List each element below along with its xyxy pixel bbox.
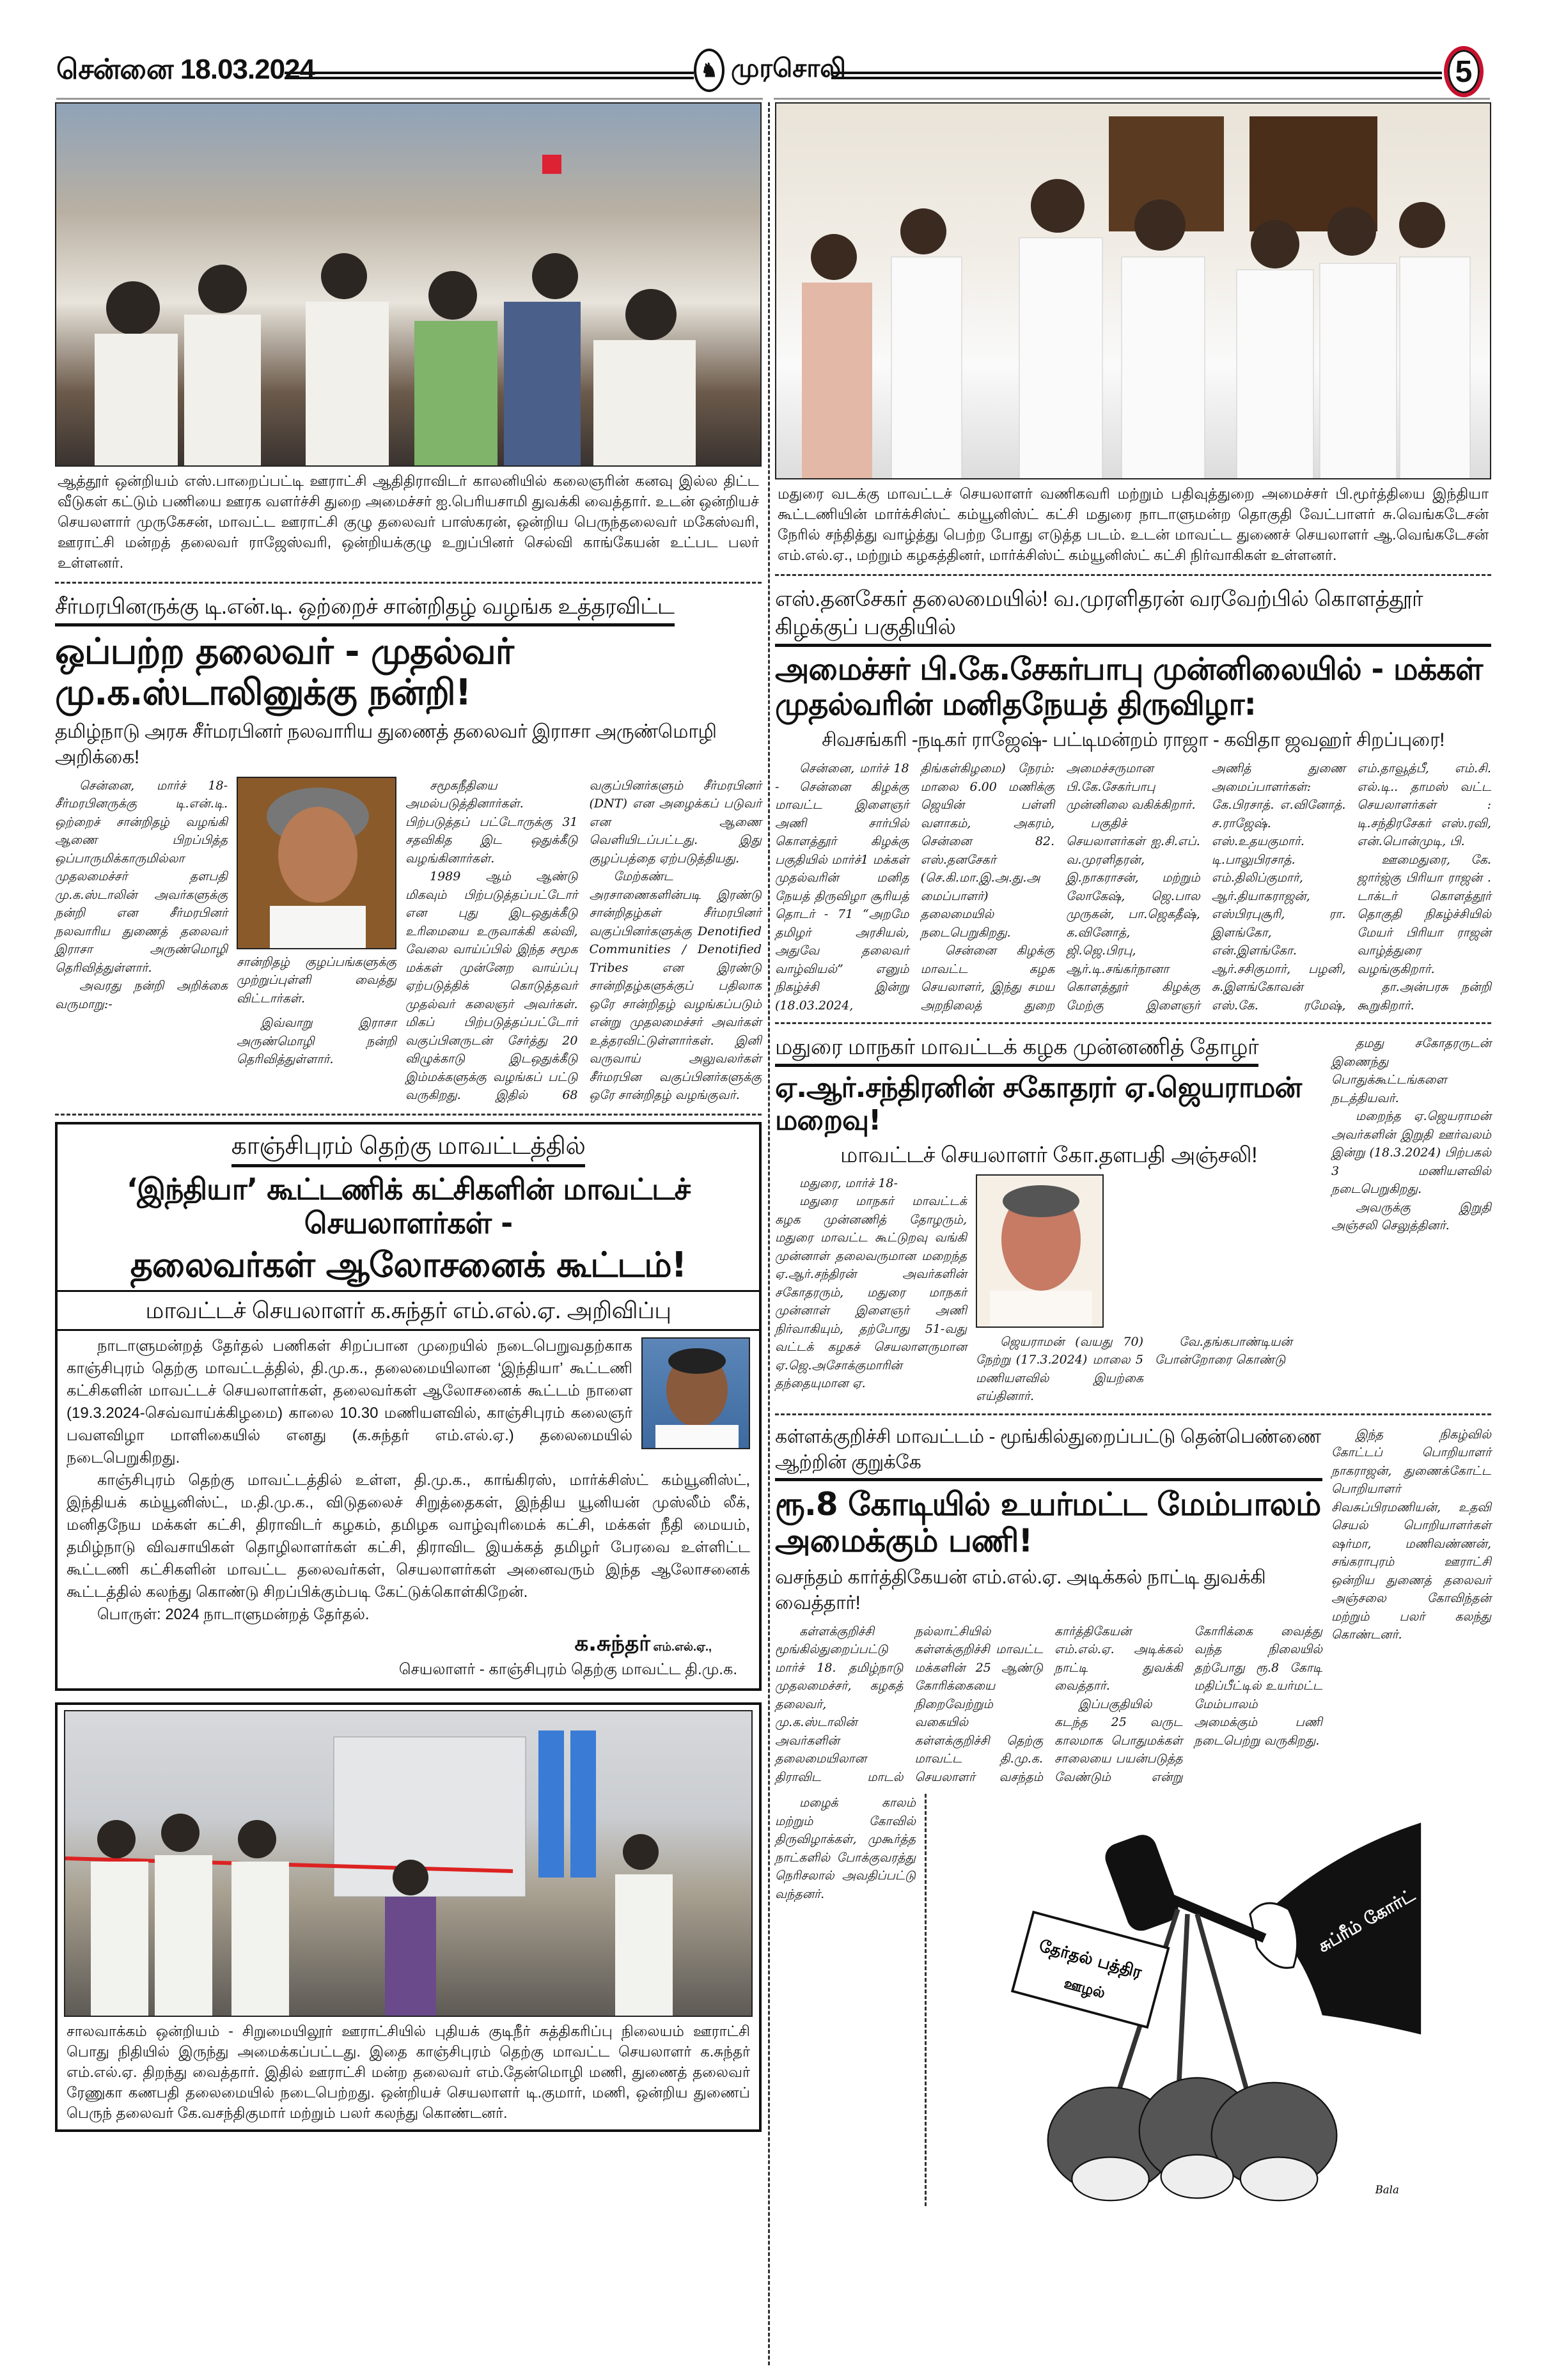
signature-name: க.சுந்தர் <box>574 1630 651 1656</box>
article-body <box>55 777 762 1105</box>
sleeve-label: சுப்ரீம் கோர்ட் <box>1314 1885 1419 1957</box>
announcement-box <box>55 1122 762 1691</box>
article-body-col2: ஜெயராமன் (வயது 70) நேற்று (17.3.2024) மாலை 5 மணியளவில் இயற்கை எய்தினார். வே.தங்கபாண்டியன் போன்றோரை கொண்டு <box>976 1334 1292 1404</box>
signature-suffix: எம்.எல்.ஏ., <box>653 1640 712 1653</box>
article-bridge <box>775 1422 1491 1787</box>
news-photo-meeting <box>775 102 1491 479</box>
article-body-col2 <box>237 777 396 1069</box>
section-divider <box>775 574 1491 576</box>
article-kicker: சீர்மரபினருக்கு டி.என்.டி. ஒற்றைச் சான்றிதழ் வழங்க உத்தரவிட்ட <box>55 593 675 626</box>
left-column <box>55 102 762 2132</box>
portrait-a-jayaraman <box>976 1174 1104 1328</box>
header-rule <box>831 72 1442 79</box>
article-headline-line1: ‘இந்தியா’ கூட்டணிக் கட்சிகளின் மாவட்டச் செயலாளர்கள் - <box>126 1171 691 1240</box>
article-subhead: வசந்தம் கார்த்திகேயன் எம்.எல்.ஏ. அடிக்கல் நாட்டி துவக்கி வைத்தார்! <box>775 1566 1266 1614</box>
portrait-raja-arunmozhi <box>237 777 396 949</box>
cartoon-row <box>775 1794 1491 2206</box>
article-body-side: இந்த நிகழ்வில் கோட்டப் பொறியாளர் நாகராஜன், துணைக்கோட்ட பொறியாளர் சிவசுப்பிரமணியன், உதவி செயல் பொறியாளர்கள் ஷர்மா, மணிவண்ணன், சங்கராபுரம் ஊராட்சி ஒன்றிய துணைத் தலைவர் அஞ்சலை கோவிந்தன் மற்றும் பலர் கலந்து கொண்டனர். <box>1331 1427 1491 1642</box>
photo-caption: ஆத்தூர் ஒன்றியம் எஸ்.பாறைப்பட்டி ஊராட்சி ஆதிதிராவிடர் காலனியில் கலைஞரின் கனவு இல்ல திட்ட வீடுகள் கட்டும் பணியை ஊரக வளர்ச்சி துறை அமைச்சர் ஐ.பெரியசாமி துவக்கி வைத்தார். உடன் ஒன்றியச் செயலளார் முருகேசன், மாவட்ட ஊராட்சி குழு தலைவர் பாஸ்கரன், ஒன்றிய பெருந்தலைவர் மகேஸ்வரி, ஊராட்சி மன்றத் தலைவர் ராஜேஸ்வரி, ஒன்றியக்குழு உறுப்பினர் செல்வி காங்கேயன் உட்பட பலர் உள்ளனர். <box>58 472 759 571</box>
cartoonist-signature: Bala <box>1375 2184 1399 2197</box>
editorial-cartoon <box>925 1794 1491 2206</box>
section-divider <box>55 582 762 584</box>
article-headline: ஒப்பற்ற தலைவர் - முதல்வர் மு.க.ஸ்டாலினுக்கு நன்றி! <box>55 631 514 714</box>
photo-caption: சாலவாக்கம் ஒன்றியம் - சிறுமையிலூர் ஊராட்சியில் புதியக் குடிநீர் சுத்திகரிப்பு நிலையம் ஊராட்சி பொது நிதியில் இருந்து அமைக்கப்பட்டது. இதை காஞ்சிபுரம் தெற்கு மாவட்ட செயலாளர் க.சுந்தர் எம்.எல்.ஏ. திறந்து வைத்தார். இதில் ஊராட்சி மன்ற தலைவர் எம்.தேன்மொழி மணி, துணைத் தலைவர் ரேணுகா கணபதி தலைமையில் நடைபெற்றது. ஒன்றியச் செயலாளர் டி.குமார், மணி, ஒன்றிய துணைப் பெருந் தலைவர் கே.வசந்திகுமார் மற்றும் பலர் கலந்து கொண்டனர். <box>67 2022 750 2121</box>
header-rule <box>285 72 694 79</box>
header-underline <box>56 98 763 100</box>
signature-block <box>67 1626 750 1659</box>
photo-caption: சான்றிதழ் குழப்பங்களுக்கு முற்றுப்புள்ளி வைத்து விட்டார்கள். <box>237 954 396 1006</box>
article-body-col1: மதுரை, மார்ச் 18- மதுரை மாநகர் மாவட்டக் கழக முன்னணித் தோழரும், மதுரை மாவட்ட கூட்டுறவு வங்கி முன்னாள் தலைவருமான மறைந்த ஏ.ஆர்.சந்திரன் அவர்களின் சகோதரரும், மதுரை மாநகர் முன்னாள் இளைஞர் அணி நிர்வாகியும், தற்போது 51-வது வட்டக் கழகச் செயலாளருமான ஏ.ஜெ.அசோக்குமாரின் தந்தையுமான ஏ. <box>775 1176 967 1391</box>
sign-text-line2: ஊழல் <box>1062 1975 1107 2002</box>
article-kolathur-event <box>775 582 1491 1015</box>
article-headline-line2: தலைவர்கள் ஆலோசனைக் கூட்டம்! <box>130 1244 687 1285</box>
article-subhead: தமிழ்நாடு அரசு சீர்மரபினர் நலவாரிய துணைத் தலைவர் இராசா அருண்மொழி அறிக்கை! <box>55 720 717 768</box>
drum-emblem-icon: ♞ <box>694 49 725 92</box>
sign-text-line1: தேர்தல் பத்திர <box>1037 1936 1144 1982</box>
article-body: கள்ளக்குறிச்சி மூங்கில்துறைப்பட்டு மார்ச் 18. தமிழ்நாடு முதலமைச்சர், கழகத் தலைவர், மு.க.ஸ்டாலின் அவர்களின் தலைமையிலான திராவிட மாடல் நல்லாட்சியில் கள்ளக்குறிச்சி மாவட்ட மக்களின் 25 ஆண்டு கோரிக்கையை நிறைவேற்றும் வகையில் கள்ளக்குறிச்சி தெற்கு மாவட்ட தி.மு.க. செயலாளர் வசந்தம் கார்த்திகேயன் எம்.எல்.ஏ. அடிக்கல் நாட்டி துவக்கி வைத்தார். இப்பகுதியில் கடந்த 25 வருட காலமாக பொதுமக்கள் சாலையை பயன்படுத்த வேண்டும் என்று கோரிக்கை வைத்து வந்த நிலையில் தற்போது ரூ.8 கோடி மதிப்பீட்டில் உயர்மட்ட மேம்பாலம் அமைக்கும் பணி நடைபெற்று வருகிறது. <box>775 1624 1322 1784</box>
page-number: 5 <box>1444 46 1484 97</box>
section-divider <box>775 1022 1491 1024</box>
masthead-logo <box>694 49 846 92</box>
article-subhead: மாவட்டச் செயலாளர் க.சுந்தர் எம்.எல்.ஏ. அறிவிப்பு <box>145 1296 671 1323</box>
crowd-illustration <box>56 104 760 467</box>
article-body-col1: சென்னை, மார்ச் 18- சீர்மரபினருக்கு டி.என்.டி. ஒற்றைச் சான்றிதழ் வழங்கி ஆணை பிறப்பித்த ஒப்பாருமிக்காருமில்லா முதலமைச்சர் தளபதி மு.க.ஸ்டாலின் அவர்களுக்கு நன்றி என சீர்மரபினர் நலவாரிய துணைத் தலைவர் இராசா அருண்மொழி தெரிவித்துள்ளார். அவரது நன்றி அறிக்கை வருமாறு:- <box>55 778 228 1011</box>
photo-box <box>55 1702 762 2132</box>
article-headline: ரூ.8 கோடியில் உயர்மட்ட மேம்பாலம் அமைக்கும் பணி! <box>775 1485 1321 1560</box>
article-kicker: மதுரை மாநகர் மாவட்டக் கழக முன்னணித் தோழர் <box>775 1033 1258 1067</box>
news-photo-water-plant <box>64 1710 753 2017</box>
article-closing: இவ்வாறு இராசா அருண்மொழி நன்றி தெரிவித்துள்ளார். <box>237 1016 396 1067</box>
article-body: சென்னை, மார்ச் 18 - சென்னை கிழக்கு மாவட்ட இளைஞர் அணி சார்பில் கொளத்தூர் கிழக்கு பகுதியில் மார்ச்1 மக்கள் முதல்வரின் மனித நேயத் திருவிழா சூரியத் தொடர் - 71 “அறமே தமிழர் அரசியல், அதுவே தலைவர் வாழ்வியல்” எனும் நிகழ்ச்சி இன்று (18.03.2024, திங்கள்கிழமை) நேரம்: மாலை 6.00 மணிக்கு ஜெயின் பள்ளி வளாகம், அகரம், சென்னை 82. எஸ்.தனசேகர் (செ.கி.மா.இ.அ.து.அமைப்பாளர்) தலைமையில் நடைபெறுகிறது. சென்னை கிழக்கு மாவட்ட கழக செயலாளர், இந்து சமய அறநிலைத் துறை அமைச்சருமான பி.கே.சேகர்பாபு முன்னிலை வகிக்கிறார். பகுதிச் செயலாளர்கள் ஐ.சி.எப். வ.முரளிதரன், இ.நாகராசன், மற்றும் லோகேஷ், ஜெ.பால முருகன், பா.ஜெகதீஷ், க.வினோத், ஜி.ஜெ.பிரபு, ஆர்.டி.சங்கர்நானா கொளத்தூர் கிழக்கு மேற்கு இளைஞர் அணித் துணை அமைப்பாளர்கள்: கே.பிரசாத். எ.வினோத். ச.ராஜேஷ். எஸ்.உதயகுமார். டி.பாலுபிரசாத். எம்.திலிப்குமார், ஆர்.தியாகராஜன், எஸ்பிரபுசூரி, ரா. இளங்கோ, என்.இளங்கோ. ஆர்.சசிகுமார், பழனி, சு.இளங்கோவன் எஸ்.கே. ரமேஷ், எம்.தாவூத்பீ, எம்.சி. எல்.டி.. தாமஸ் வட்ட செயலாளர்கள் : டி.சந்திரசேகர் எஸ்.ரவி, என்.பொன்முடி, பி. ஊமைதுரை, கே. ஜார்ஜ்கு பிரியா ராஜன் . டாக்டர் கொளத்தூர் தொகுதி நிகழ்ச்சியில் மேயர் பிரியா ராஜன் வாழ்த்துரை வழங்குகிறார். தா.அன்பரசு நன்றி கூறுகிறார். <box>775 761 1491 1013</box>
right-column <box>775 102 1491 2206</box>
group-illustration <box>776 104 1490 479</box>
portrait-k-sundar <box>641 1337 750 1449</box>
signature-title: செயலாளர் - காஞ்சிபுரம் தெற்கு மாவட்ட தி.மு.க. <box>398 1660 737 1678</box>
edition-date: சென்னை 18.03.2024 <box>56 54 315 85</box>
article-headline: அமைச்சர் பி.கே.சேகர்பாபு முன்னிலையில் - மக்கள் முதல்வரின் மனிதநேயத் திருவிழா: <box>775 651 1483 723</box>
gavel-icon <box>1101 1831 1182 1935</box>
announcement-body: நாடாளுமன்றத் தேர்தல் பணிகள் சிறப்பான முறையில் நடைபெறுவதற்காக காஞ்சிபுரம் தெற்கு மாவட்டத்தில், தி.மு.க., தலைமையிலான ‘இந்தியா’ கூட்டணி கட்சிகளின் மாவட்டச் செயலாளர்கள், தலைவர்கள் ஆலோசனைக் கூட்டம் நாளை (19.3.2024-செவ்வாய்க்கிழமை) காலை 10.30 மணியளவில், காஞ்சிபுரம் கலைஞர் பவளவிழா மாளிகையில் எனது (க.சுந்தர் எம்.எல்.ஏ.) தலைமையில் நடைபெறுகிறது. காஞ்சிபுரம் தெற்கு மாவட்டத்தில் உள்ள, தி.மு.க., காங்கிரஸ், மார்க்சிஸ்ட் கம்யூனிஸ்ட், இந்தியக் கம்யூனிஸ்ட், ம.தி.மு.க., விடுதலைச் சிறுத்தைகள், இந்திய யூனியன் முஸ்லீம் லீக், மனிதநேய மக்கள் கட்சி, திராவிடர் கழகம், தமிழக வாழ்வுரிமைக் கட்சி, மக்கள் நீதி மையம், தமிழ்நாடு விவசாயிகள் தொழிலாளர்கள் கட்சி, திராவிட இயக்கத் தமிழர் பேரவை உள்ளிட்ட கூட்டணி கட்சிகளின் மாவட்ட தலைவர்கள், செயலாளர்கள் அனைவரும் இந்த ஆலோசனைக் கூட்டத்தில் கலந்து கொண்டு சிறப்பிக்கும்படி கேட்டுக்கொள்கிறேன். பொருள்: 2024 நாடாளுமன்றத் தேர்தல். <box>67 1337 750 1623</box>
article-headline: ஏ.ஆர்.சந்திரனின் சகோதரர் ஏ.ஜெயராமன் மறைவு! <box>775 1071 1302 1137</box>
article-body-continued: மழைக் காலம் மற்றும் கோவில் திருவிழாக்கள், முகூர்த்த நாட்களில் போக்குவரத்து நெரிசலால் அவதிப்பட்டு வந்தனர். <box>775 1796 916 1901</box>
article-subhead: மாவட்டச் செயலாளர் கோ.தளபதி அஞ்சலி! <box>840 1142 1258 1167</box>
article-body-col3: சமூகநீதியை அமல்படுத்தினார்கள். பிற்படுத்தப் பட்டோருக்கு 31 சதவிகித இட ஒதுக்கீடு வழங்கினார்கள். 1989 ஆம் ஆண்டு மிகவும் பிற்படுத்தப்பட்டோர் என புது இடஒதுக்கீடு உரிமையை உருவாக்கி கல்வி, வேலை வாய்ப்பில் இந்த சமூக மக்கள் முன்னேற வாய்ப்பு ஏற்படுத்திக் கொடுத்தவர் முதல்வர் கலைஞர் அவர்கள். மிகப் பிற்படுத்தப்பட்டோர் வகுப்பினருடன் சேர்த்து 20 விழுக்காடு இடஒதுக்கீடு இம்மக்களுக்கு வழங்கப் பட்டு வருகிறது. இதில் 68 வகுப்பினர்களும் சீர்மரபினர் (DNT) என அழைக்கப் படுவர் என ஆணை வெளியிடப்பட்டது. இது குழப்பத்தை ஏற்படுத்தியது. மேற்கண்ட அரசாணைகளின்படி இரண்டு சான்றிதழ்கள் சீர்மரபினர் வகுப்பினர்களுக்கு Denotified Communities / Denotified Tribes என இரண்டு சான்றிதழ்களுக்குப் பதிலாக ஒரே சான்றிதழ் வழங்கப்படும் என்று முதலமைச்சர் அவர்கள் உத்தரவிட்டுள்ளார்கள். இனி வருவாய் அலுவலர்கள் சீர்மரபின வகுப்பினர்களுக்கு ஒரே சான்றிதழ் வழங்குவர். <box>405 778 762 1103</box>
article-kicker: கள்ளக்குறிச்சி மாவட்டம் - மூங்கில்துறைப்பட்டு தென்பெண்ணை ஆற்றின் குறுக்கே <box>775 1424 1322 1481</box>
section-divider <box>775 1413 1491 1415</box>
article-kicker: எஸ்.தனசேகர் தலைமையில்! வ.முரளிதரன் வரவேற்பில் கொளத்தூர் கிழக்குப் பகுதியில் <box>775 585 1491 647</box>
section-divider <box>55 1114 762 1116</box>
photo-caption: மதுரை வடக்கு மாவட்டச் செயலாளர் வணிகவரி மற்றும் பதிவுத்துறை அமைச்சர் பி.மூர்த்தியை இந்தியா கூட்டணியின் மார்க்சிஸ்ட் கம்யூனிஸ்ட் கட்சி மதுரை நாடாளுமன்ற தொகுதி வேட்பாளர் சு.வெங்கடேசன் நேரில் சந்தித்து வாழ்த்து பெற்ற போது எடுத்த படம். உடன் மாவட்ட துணைச் செயலாளர் ஆ.வெங்கடேசன் எம்.எல்.ஏ., மற்றும் கழகத்தினர், மார்க்சிஸ்ட் கம்யூனிஸ்ட் கட்சி நிர்வாகிகள் உள்ளனர். <box>778 485 1489 563</box>
article-seermarabinar <box>55 590 762 1105</box>
column-divider <box>768 102 770 2365</box>
article-subhead: சிவசங்கரி -நடிகர் ராஜேஷ்- பட்டிமன்றம் ராஜா - கவிதா ஜவஹர் சிறப்புரை! <box>822 729 1445 751</box>
article-kicker: காஞ்சிபுரம் தெற்கு மாவட்டத்தில் <box>231 1131 586 1167</box>
article-body-side: தமது சகோதரருடன் இணைந்து பொதுக்கூட்டங்களை நடத்தியவர். மறைந்த ஏ.ஜெயராமன் அவர்களின் இறுதி ஊர்வலம் இன்று (18.3.2024) பிற்பகல் 3 மணியளவில் நடைபெறுகிறது. அவருக்கு இறுதி அஞ்சலி செலுத்தினர். <box>1331 1036 1491 1233</box>
news-photo-housing-scheme <box>55 102 762 467</box>
paper-name: முரசொலி <box>731 54 846 82</box>
article-obituary <box>775 1031 1491 1405</box>
header-underline <box>774 98 1490 100</box>
